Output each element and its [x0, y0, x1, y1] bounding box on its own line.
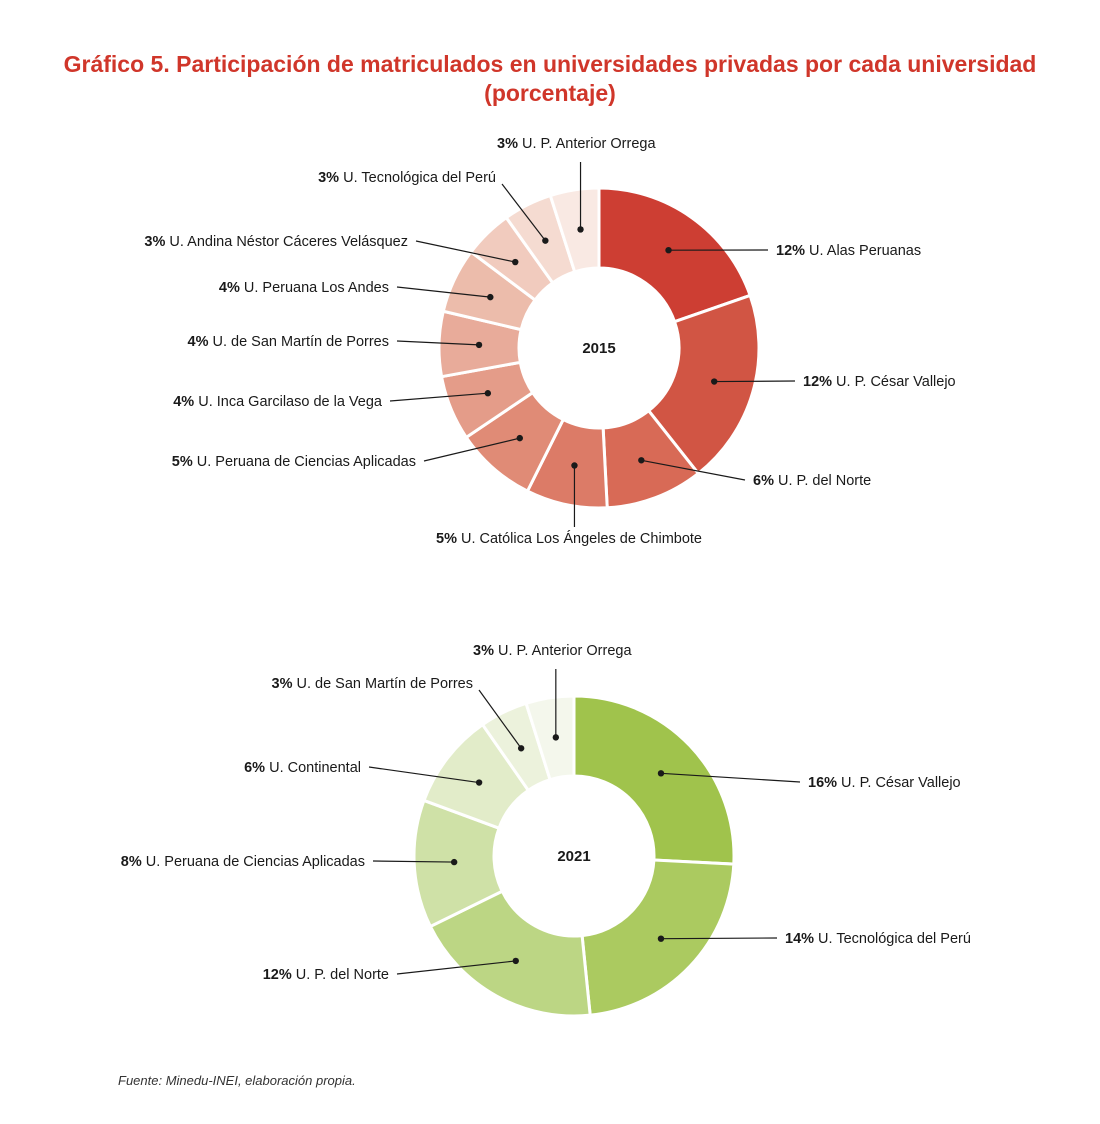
slice-name: U. Tecnológica del Perú: [339, 170, 496, 186]
slice-percent: 3%: [473, 643, 494, 659]
slice-percent: 5%: [171, 454, 193, 470]
slice-label: [219, 280, 389, 296]
slice-label: [808, 775, 961, 791]
slice-label: [272, 676, 474, 692]
slice-percent: 6%: [753, 473, 774, 489]
leader-dot: [518, 745, 524, 751]
slice-name: U. Católica Los Ángeles de Chimbote: [456, 531, 702, 547]
center-year-label: 2021: [557, 848, 591, 865]
pie-slice: [599, 188, 750, 322]
slice-name: U. de San Martín de Porres: [208, 334, 389, 350]
slice-label: [144, 234, 408, 250]
leader-dot: [451, 859, 457, 865]
slice-label: [753, 473, 871, 489]
slice-name: U. P. César Vallejo: [837, 775, 961, 791]
leader-dot: [476, 342, 482, 348]
slice-name: U. Alas Peruanas: [805, 243, 922, 259]
slice-percent: 5%: [436, 531, 457, 547]
slice-label: [785, 931, 971, 947]
slice-name: U. Inca Garcilaso de la Vega: [194, 394, 382, 410]
slice-percent: 4%: [173, 394, 195, 410]
slice-percent: 16%: [808, 775, 838, 791]
leader-line: [661, 938, 777, 939]
slice-name: U. P. Anterior Orrega: [517, 136, 656, 152]
slice-label: [497, 136, 656, 152]
slice-label: [318, 170, 496, 186]
slice-label: [803, 374, 956, 390]
slice-name: U. de San Martín de Porres: [292, 676, 473, 692]
chart-title-line-2: (porcentaje): [484, 80, 616, 106]
donut-chart-2021: [121, 643, 971, 1016]
leader-dot: [485, 390, 491, 396]
donut-chart-2015: [144, 136, 955, 547]
pie-slice: [582, 860, 734, 1015]
leader-dot: [553, 734, 559, 740]
slice-percent: 14%: [785, 931, 815, 947]
slice-name: U. Peruana Los Andes: [239, 280, 389, 296]
leader-dot: [487, 294, 493, 300]
leader-dot: [512, 259, 518, 265]
slice-name: U. Tecnológica del Perú: [814, 931, 971, 947]
slice-name: U. P. César Vallejo: [832, 374, 956, 390]
slice-label: [263, 967, 389, 983]
slice-label: [188, 334, 390, 350]
leader-dot: [513, 958, 519, 964]
slice-name: U. Peruana de Ciencias Aplicadas: [192, 454, 416, 470]
slice-name: U. P. del Norte: [291, 967, 389, 983]
slice-name: U. P. Anterior Orrega: [493, 643, 632, 659]
slice-percent: 8%: [120, 854, 142, 870]
leader-dot: [542, 237, 548, 243]
leader-dot: [665, 247, 671, 253]
slice-label: [172, 454, 416, 470]
slice-name: U. Andina Néstor Cáceres Velásquez: [165, 234, 408, 250]
leader-dot: [517, 435, 523, 441]
slice-percent: 3%: [318, 170, 340, 186]
slice-percent: 12%: [776, 243, 806, 259]
slice-label: [436, 530, 702, 547]
slice-percent: 4%: [218, 280, 240, 296]
slice-name: U. P. del Norte: [773, 473, 872, 489]
slice-percent: 3%: [497, 136, 518, 152]
slice-label: [244, 760, 361, 776]
slice-label: [121, 854, 365, 870]
slice-percent: 4%: [187, 334, 209, 350]
slice-name: U. Peruana de Ciencias Aplicadas: [141, 854, 365, 870]
slice-label: [473, 643, 632, 659]
slice-label: [776, 243, 921, 259]
slice-percent: 3%: [271, 676, 293, 692]
pie-slice: [574, 696, 734, 864]
slice-percent: 3%: [144, 234, 166, 250]
chart-title-line-1: Gráfico 5. Participación de matriculados en universidades privadas por cada universidad: [63, 51, 1037, 77]
leader-dot: [658, 770, 664, 776]
slice-percent: 6%: [244, 760, 266, 776]
slice-label: [173, 394, 383, 410]
leader-dot: [638, 457, 644, 463]
leader-dot: [711, 378, 717, 384]
leader-dot: [577, 226, 583, 232]
center-year-label: 2015: [582, 340, 616, 357]
leader-dot: [476, 779, 482, 785]
leader-dot: [571, 462, 577, 468]
slice-percent: 12%: [803, 374, 833, 390]
leader-dot: [658, 935, 664, 941]
slice-percent: 12%: [262, 967, 292, 983]
source-note: Fuente: Minedu-INEI, elaboración propia.: [118, 1073, 356, 1088]
slice-name: U. Continental: [265, 760, 361, 776]
leader-line: [714, 381, 795, 382]
